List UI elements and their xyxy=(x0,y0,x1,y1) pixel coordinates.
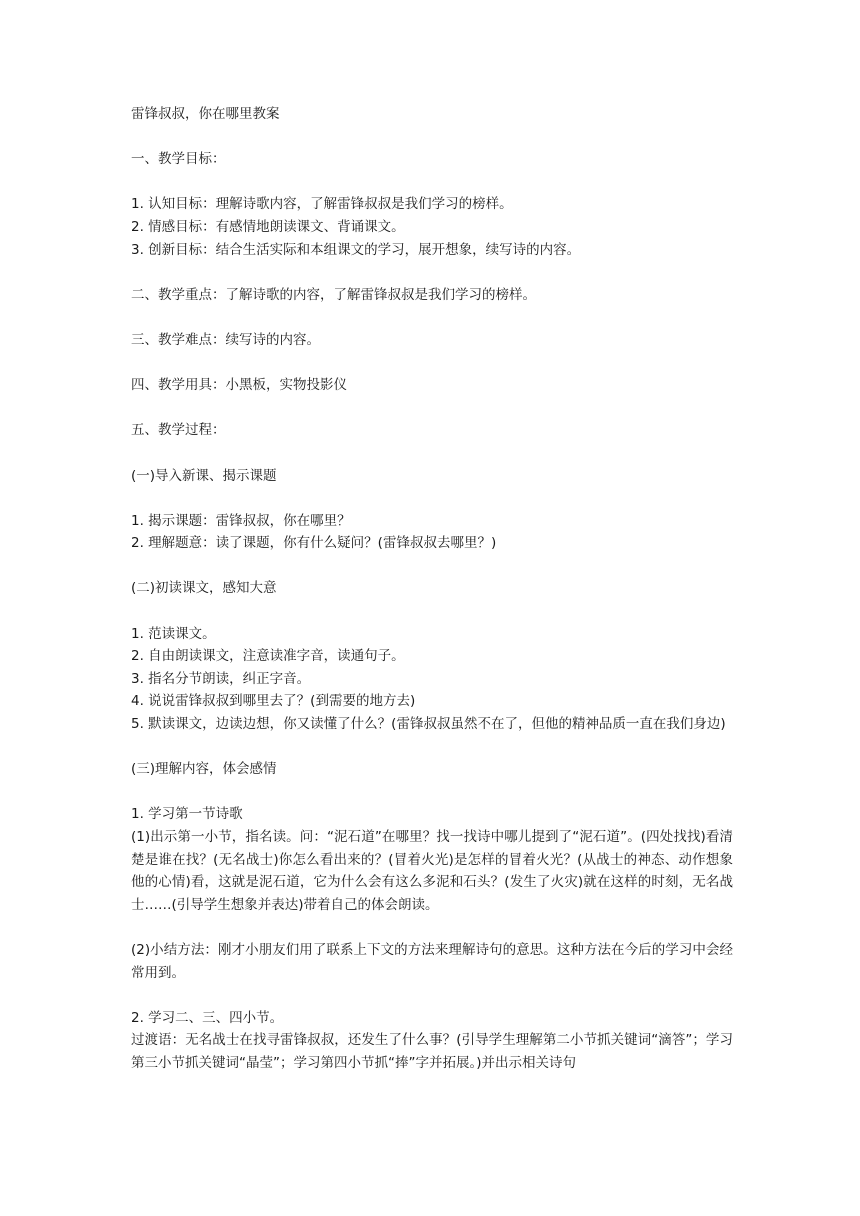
list-item: 1. 范读课文。 xyxy=(131,625,216,642)
list-item: 1. 认知目标：理解诗歌内容，了解雷锋叔叔是我们学习的榜样。 xyxy=(131,196,513,213)
subsection-intro xyxy=(131,465,733,488)
text-line: (三)理解内容，体会感情 xyxy=(131,761,277,778)
list-item: 1. 揭示课题：雷锋叔叔，你在哪里？ xyxy=(131,512,351,529)
text-line: 四、教学用具：小黑板，实物投影仪 xyxy=(131,377,347,394)
list-item: 1. 学习第一节诗歌 xyxy=(131,806,243,823)
list-item: 2. 学习二、三、四小节。 xyxy=(131,1009,284,1026)
list-item: 2. 自由朗读课文，注意读准字音，读通句子。 xyxy=(131,648,405,665)
objectives-list xyxy=(131,193,733,261)
subsection-first-reading xyxy=(131,577,733,600)
paragraph-text: 过渡语：无名战士在找寻雷锋叔叔，还发生了什么事？(引导学生理解第二小节抓关键词“滴答”；学习第三小节抓关键词“晶莹”；学习第四小节抓“捧”字并拓展。)并出示相关诗句 xyxy=(131,1032,733,1071)
text-line: 二、教学重点：了解诗歌的内容，了解雷锋叔叔是我们学习的榜样。 xyxy=(131,286,536,303)
section-process xyxy=(131,419,733,442)
section-difficulties xyxy=(131,329,733,352)
text-line: (二)初读课文，感知大意 xyxy=(131,580,277,597)
subsection-understanding xyxy=(131,758,733,781)
intro-list xyxy=(131,510,733,555)
poem-stanza-one xyxy=(131,803,733,916)
poem-stanzas-two-to-four xyxy=(131,1007,733,1075)
section-key-points xyxy=(131,284,733,307)
list-item: 4. 说说雷锋叔叔到哪里去了？(到需要的地方去) xyxy=(131,693,416,710)
method-summary xyxy=(131,939,733,984)
document-page xyxy=(131,103,733,1097)
list-item: 3. 创新目标：结合生活实际和本组课文的学习，展开想象，续写诗的内容。 xyxy=(131,241,581,258)
text-line: 三、教学难点：续写诗的内容。 xyxy=(131,331,320,348)
list-item: 3. 指名分节朗读，纠正字音。 xyxy=(131,670,311,687)
text-line: 一、教学目标： xyxy=(131,151,226,168)
list-item: 2. 情感目标：有感情地朗读课文、背诵课文。 xyxy=(131,218,405,235)
list-item: 2. 理解题意：读了课题，你有什么疑问？(雷锋叔叔去哪里？) xyxy=(131,535,497,552)
text-line: 五、教学过程： xyxy=(131,422,226,439)
document-title: 雷锋叔叔，你在哪里教案 xyxy=(131,106,280,122)
text-line: (一)导入新课、揭示课题 xyxy=(131,467,277,484)
section-tools xyxy=(131,374,733,397)
paragraph-text: (2)小结方法：刚才小朋友们用了联系上下文的方法来理解诗句的意思。这种方法在今后的学习中会经常用到。 xyxy=(131,941,733,981)
first-reading-list xyxy=(131,623,733,736)
paragraph-text: (1)出示第一小节，指名读。问：“泥石道”在哪里？找一找诗中哪儿提到了“泥石道”。(四处找找)看清楚是谁在找？(无名战士)你怎么看出来的？(冒着火光)是怎样的冒着火光？(从战士的神态、动作想象他的心情)看，这就是泥石道，它为什么会有这么多泥和石头？(发生了火灾)就在这样的时刻，无名战士……(引导学生想象并表达)带着自己的体会朗读。 xyxy=(131,829,733,913)
section-heading-objectives xyxy=(131,148,733,171)
list-item: 5. 默读课文，边读边想，你又读懂了什么？(雷锋叔叔虽然不在了，但他的精神品质一直在我们身边) xyxy=(131,716,726,733)
